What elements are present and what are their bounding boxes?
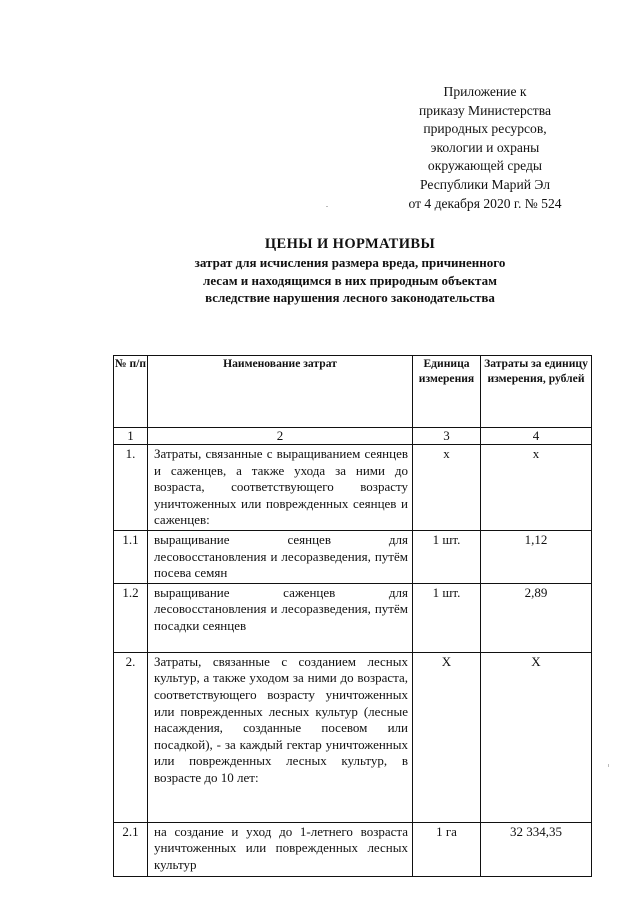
title-subtitle: [100, 254, 600, 307]
column-number: 2: [148, 428, 413, 445]
subtitle-line: лесам и находящимся в них природным объектам: [203, 272, 497, 288]
table-header-row: [114, 356, 592, 428]
row-num: 1.1: [114, 530, 148, 583]
row-name: на создание и уход до 1-летнего возраста уничтоженных или поврежденных лесных культур: [148, 822, 413, 876]
row-name: Затраты, связанные с созданием лесных культур, а также уходом за ними до возраста, соответствующего возрасту уничтоженных или поврежденных лесных культур (лесные насаждения, созданные посевом или посадкой), - за каждый гектар уничтоженных или поврежденных лесных культур, в возрасте до 10 лет:: [148, 652, 413, 822]
row-num: 2.: [114, 652, 148, 822]
row-unit: 1 шт.: [413, 530, 481, 583]
column-numbers-row: [114, 428, 592, 445]
row-name: выращивание саженцев для лесовосстановления и лесоразведения, путём посадки сеянцев: [148, 583, 413, 652]
appendix-line: Республики Марий Эл: [419, 176, 551, 192]
table-row: [114, 822, 592, 876]
title-main: ЦЕНЫ И НОРМАТИВЫ: [264, 236, 436, 252]
row-unit: х: [413, 445, 481, 531]
costs-table: [113, 355, 592, 877]
appendix-line: приказу Министерства: [418, 102, 552, 118]
appendix-line: экологии и охраны: [430, 139, 540, 155]
column-number: 4: [481, 428, 592, 445]
header-num: № п/п: [114, 356, 148, 428]
row-price: 1,12: [481, 530, 592, 583]
row-price: 2,89: [481, 583, 592, 652]
row-num: 2.1: [114, 822, 148, 876]
appendix-line: природных ресурсов,: [423, 121, 547, 137]
scan-mark: [326, 206, 328, 207]
header-name: Наименование затрат: [148, 356, 413, 428]
subtitle-line: вследствие нарушения лесного законодательства: [205, 290, 495, 306]
table-row: [114, 652, 592, 822]
appendix-block: [380, 83, 590, 213]
row-unit: Х: [413, 652, 481, 822]
row-price: 32 334,35: [481, 822, 592, 876]
appendix-line: окружающей среды: [427, 158, 543, 174]
document-title: [100, 234, 600, 307]
header-unit: Единица измерения: [413, 356, 481, 428]
column-number: 1: [114, 428, 148, 445]
table-row: [114, 530, 592, 583]
table-row: [114, 583, 592, 652]
header-price: Затраты за единицу измерения, рублей: [481, 356, 592, 428]
appendix-line: Приложение к: [443, 84, 527, 99]
scan-mark: [608, 764, 609, 767]
row-name: выращивание сеянцев для лесовосстановления и лесоразведения, путём посева семян: [148, 530, 413, 583]
row-price: х: [481, 445, 592, 531]
row-num: 1.: [114, 445, 148, 531]
row-price: Х: [481, 652, 592, 822]
subtitle-line: затрат для исчисления размера вреда, причиненного: [194, 255, 506, 270]
row-unit: 1 га: [413, 822, 481, 876]
row-unit: 1 шт.: [413, 583, 481, 652]
appendix-line: от 4 декабря 2020 г. № 524: [408, 195, 562, 211]
row-num: 1.2: [114, 583, 148, 652]
table-row: [114, 445, 592, 531]
column-number: 3: [413, 428, 481, 445]
row-name: Затраты, связанные с выращиванием сеянцев и саженцев, а также ухода за ними до возраста, соответствующего возрасту уничтоженных или поврежденных сеянцев и саженцев:: [148, 445, 413, 531]
